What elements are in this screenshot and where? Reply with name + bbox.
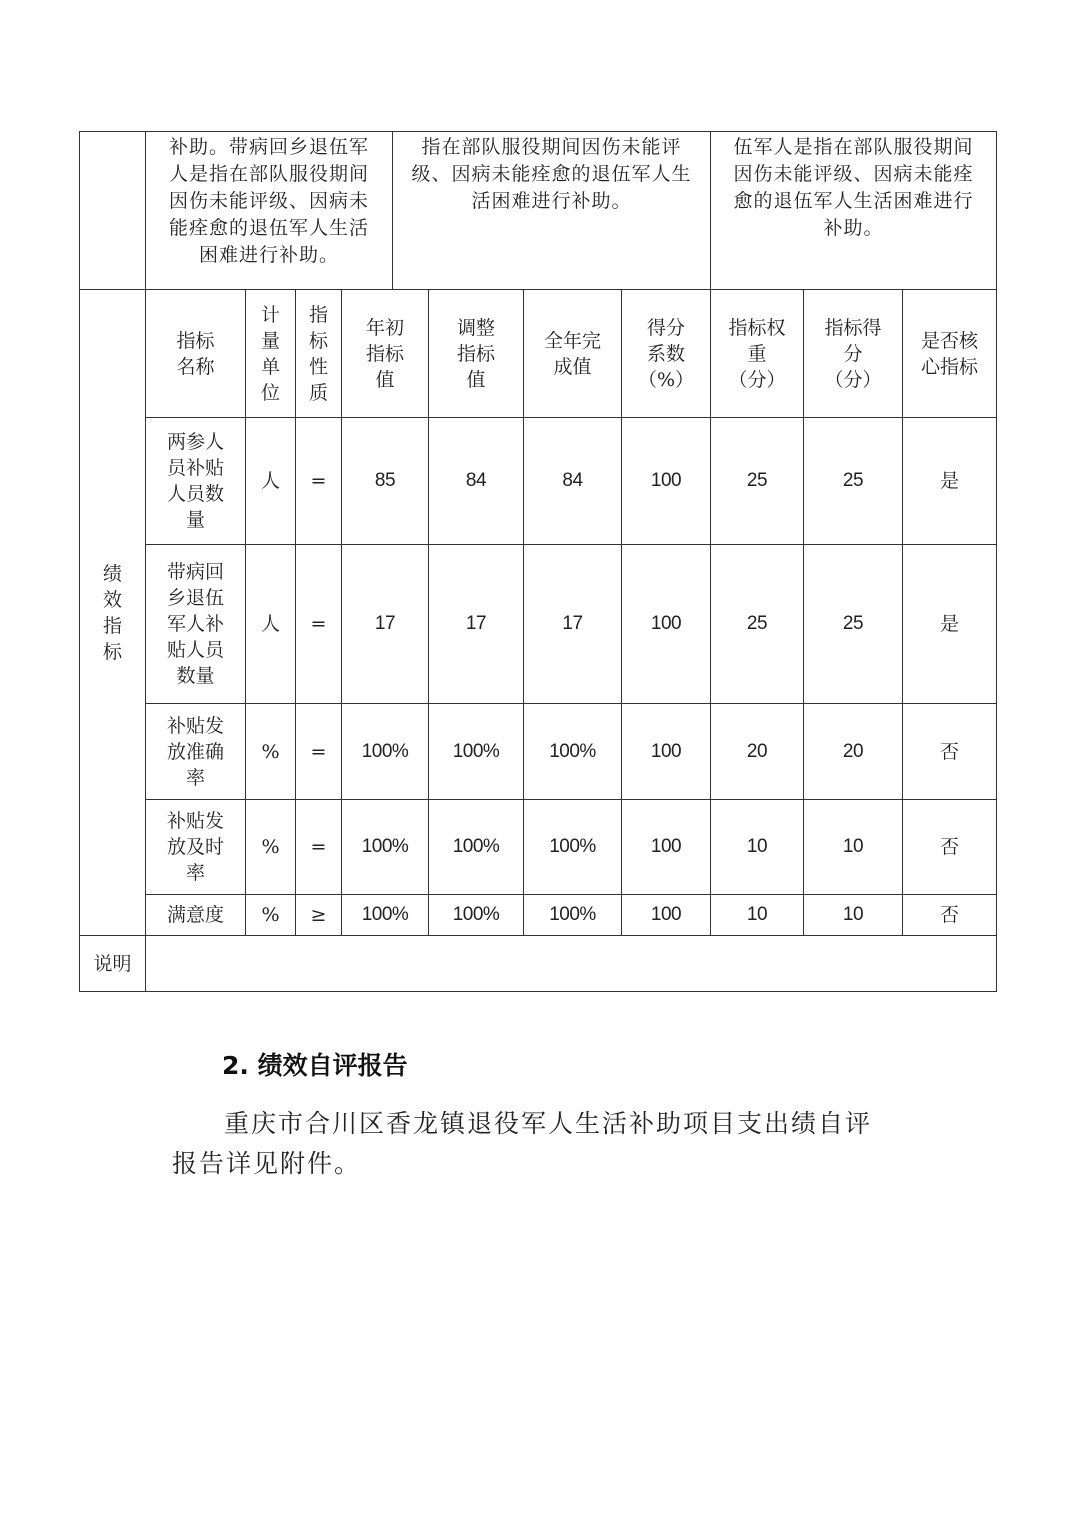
- note-value: [146, 936, 996, 991]
- table-row-actual: 17: [562, 613, 583, 634]
- table-row-score: 20: [842, 740, 864, 762]
- desc-col1: 补助。带病回乡退伍军人是指在部队服役期间因伤未能评级、因病未能痊愈的退伍军人生活困难进行补助。: [168, 136, 369, 266]
- table-row-score: 25: [842, 613, 864, 634]
- header-score: 指标得分（分）: [824, 316, 882, 391]
- table-row-core: 是: [939, 470, 959, 492]
- table-row-coef: 100: [650, 904, 682, 925]
- table-row-unit: 人: [260, 470, 280, 492]
- table-row-score: 10: [842, 904, 864, 925]
- table-row-nature: =: [310, 740, 327, 763]
- table-row-name: 两参人员补贴人员数量: [166, 431, 224, 531]
- table-row-core: 是: [939, 613, 959, 635]
- table-row-weight: 25: [746, 470, 768, 491]
- table-row-weight: 10: [746, 904, 768, 925]
- table-row-core: 否: [939, 836, 959, 858]
- desc-col2: 指在部队服役期间因伤未能评级、因病未能痊愈的退伍军人生活困难进行补助。: [411, 136, 692, 212]
- table-row-adjusted: 100%: [452, 904, 500, 925]
- table-row-adjusted: 100%: [452, 740, 500, 762]
- table-row-initial: 100%: [361, 904, 409, 925]
- table-row-nature: ≥: [310, 904, 327, 926]
- table-row-unit: %: [261, 904, 280, 926]
- table-row-actual: 100%: [549, 836, 596, 857]
- table-row-name: 补贴发放准确率: [166, 714, 224, 789]
- table-row-adjusted: 84: [465, 470, 487, 491]
- table-row-unit: %: [261, 836, 280, 858]
- table-row-actual: 100%: [549, 740, 596, 762]
- table-row-weight: 20: [746, 740, 768, 762]
- table-row-coef: 100: [650, 740, 682, 762]
- table-row-nature: =: [310, 836, 327, 858]
- table-row-nature: =: [310, 613, 327, 635]
- header-adjusted: 调整指标值: [456, 316, 495, 391]
- table-row-adjusted: 17: [465, 613, 487, 634]
- table-row-weight: 10: [746, 836, 768, 857]
- table-row-core: 否: [939, 904, 959, 926]
- table-row-coef: 100: [650, 470, 682, 491]
- header-weight: 指标权重（分）: [728, 316, 786, 391]
- table-row-name: 带病回乡退伍军人补贴人员数量: [166, 561, 224, 687]
- header-indicator-name: 指标名称: [176, 329, 215, 378]
- table-row-weight: 25: [746, 613, 768, 634]
- desc-col3: 伍军人是指在部队服役期间因伤未能评级、因病未能痊愈的退伍军人生活困难进行补助。: [733, 136, 974, 239]
- header-nature: 指标性质: [308, 303, 328, 404]
- table-row-initial: 85: [374, 470, 396, 491]
- table-row-score: 25: [842, 470, 864, 491]
- table-row-name: 满意度: [166, 904, 224, 926]
- header-initial: 年初指标值: [365, 316, 404, 391]
- section-label-perf: 绩效指标: [102, 562, 122, 663]
- section-heading: 2. 绩效自评报告: [222, 1051, 408, 1080]
- table-row-coef: 100: [650, 836, 682, 857]
- table-row-score: 10: [842, 836, 864, 857]
- table-row-unit: 人: [260, 613, 280, 635]
- table-row-actual: 100%: [549, 904, 596, 925]
- header-unit: 计量单位: [260, 303, 280, 404]
- table-row-core: 否: [939, 740, 959, 763]
- table-row-initial: 100%: [361, 740, 409, 762]
- note-label: 说明: [93, 952, 132, 975]
- table-row-initial: 100%: [361, 836, 409, 857]
- table-row-name: 补贴发放及时率: [166, 810, 224, 884]
- table-row-initial: 17: [374, 613, 396, 634]
- header-core: 是否核心指标: [920, 329, 978, 378]
- table-row-unit: %: [261, 740, 280, 763]
- table-row-actual: 84: [562, 470, 583, 491]
- table-row-coef: 100: [650, 613, 682, 634]
- header-coef: 得分系数（%）: [637, 316, 695, 391]
- header-actual: 全年完成值: [543, 329, 601, 378]
- section-paragraph: 重庆市合川区香龙镇退役军人生活补助项目支出绩自评报告详见附件。: [172, 1109, 873, 1178]
- table-row-nature: =: [310, 470, 327, 492]
- table-row-adjusted: 100%: [452, 836, 500, 857]
